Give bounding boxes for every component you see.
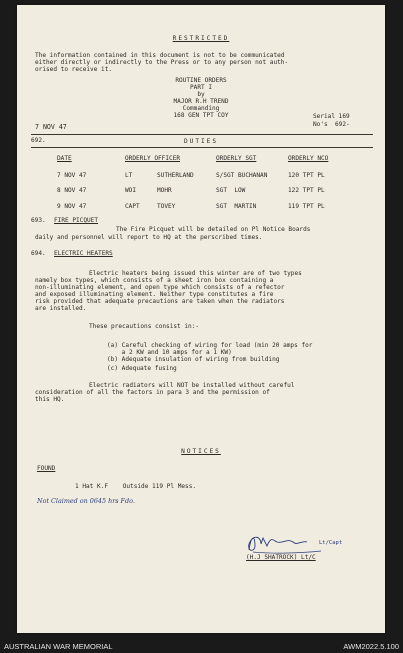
- list-item: a 2 KW and 10 amps for a 1 KW): [107, 349, 232, 356]
- document-page: [17, 5, 385, 633]
- duty-rank: LT: [125, 172, 133, 179]
- duty-sgt: SGT MARTIN: [216, 203, 257, 210]
- serial-number: Serial 169: [313, 113, 350, 120]
- duty-officer: MOHR: [157, 187, 172, 194]
- duty-rank: CAPT: [125, 203, 140, 210]
- paragraph-line: are installed.: [35, 305, 87, 312]
- signature-rank: Lt/Capt: [319, 540, 343, 546]
- orders-role: Commanding: [182, 105, 220, 112]
- duty-date: 8 NOV 47: [57, 187, 87, 194]
- paragraph-line: this HQ.: [35, 396, 65, 403]
- paragraph-line: Electric heaters being issued this winter are of two types: [89, 270, 302, 277]
- found-label: FOUND: [37, 465, 56, 472]
- column-header: ORDERLY OFFICER: [125, 155, 181, 162]
- notices-heading: NOTICES: [181, 448, 221, 455]
- column-header: ORDERLY NCO: [288, 155, 329, 162]
- paragraph-line: risk provided that adequate precautions are taken when the radiators: [35, 298, 285, 305]
- paragraph-line: and exposed illuminating element. Neither type constitutes a fire: [35, 291, 274, 298]
- section-number: 693.: [31, 217, 46, 224]
- fire-picquet-heading: FIRE PICQUET: [54, 217, 99, 224]
- restriction-notice-line: either directly or indirectly to the Press or to any person not auth-: [35, 59, 289, 66]
- orders-by: by: [197, 91, 205, 98]
- duty-rank: WOI: [125, 187, 137, 194]
- list-item: (c) Adequate fusing: [107, 365, 177, 372]
- duty-nco: 120 TPT PL: [288, 172, 325, 179]
- orders-unit: 168 GEN TPT COY: [173, 112, 229, 119]
- orders-part: PART I: [189, 84, 212, 91]
- footer-institution: AUSTRALIAN WAR MEMORIAL: [4, 642, 113, 651]
- orders-officer: MAJOR R.H TREND: [173, 98, 229, 105]
- signatory-name: (H.J SHATROCK) Lt/C: [246, 554, 316, 561]
- paragraph-line: Electric radiators will NOT be installed without careful: [89, 382, 295, 389]
- paragraph-line: daily and personnel will report to HQ at the perscribed times.: [35, 234, 263, 241]
- divider: [31, 134, 373, 135]
- orders-date: 7 NOV 47: [35, 123, 67, 131]
- duties-heading: DUTIES: [183, 138, 218, 145]
- duty-date: 7 NOV 47: [57, 172, 87, 179]
- paragraph-line: These precautions consist in:-: [89, 323, 200, 330]
- classification-heading: RESTRICTED: [172, 35, 230, 42]
- restriction-notice-line: The information contained in this document is not to be communicated: [35, 52, 285, 59]
- duty-nco: 122 TPT PL: [288, 187, 325, 194]
- archive-footer: [0, 640, 403, 653]
- electric-heaters-heading: ELECTRIC HEATERS: [54, 250, 113, 257]
- section-number: 692.: [31, 137, 46, 144]
- list-item: (a) Careful checking of wiring for load (min 20 amps for: [107, 342, 313, 349]
- orders-title: ROUTINE ORDERS: [175, 77, 227, 84]
- column-header: ORDERLY SGT: [216, 155, 257, 162]
- handwritten-note: Not Claimed on 0645 hrs Fdo.: [37, 497, 135, 505]
- paragraph-line: namely box types, which consists of a sheet iron box containing a: [35, 277, 274, 284]
- duty-officer: SUTHERLAND: [157, 172, 194, 179]
- duty-sgt: SGT LOW: [216, 187, 246, 194]
- divider: [31, 147, 373, 148]
- paragraph-line: consideration of all the factors in para 3 and the permission of: [35, 389, 270, 396]
- column-header: DATE: [57, 155, 72, 162]
- restriction-notice-line: orised to receive it.: [35, 66, 113, 73]
- paragraph-line: non-illuminating element, and open type which consists of a refector: [35, 284, 285, 291]
- found-item: 1 Hat K.F Outside 119 Pl Mess.: [75, 483, 197, 490]
- footer-accession-number: AWM2022.5.100: [343, 642, 399, 651]
- paragraph-line: The Fire Picquet will be detailed on Pl Notice Boards: [116, 226, 311, 233]
- duty-nco: 119 TPT PL: [288, 203, 325, 210]
- duty-officer: TOVEY: [157, 203, 176, 210]
- duty-sgt: S/SGT BUCHANAN: [216, 172, 268, 179]
- section-number: 694.: [31, 250, 46, 257]
- order-numbers: No's 692-: [313, 121, 350, 128]
- duty-date: 9 NOV 47: [57, 203, 87, 210]
- list-item: (b) Adequate insulation of wiring from building: [107, 356, 280, 363]
